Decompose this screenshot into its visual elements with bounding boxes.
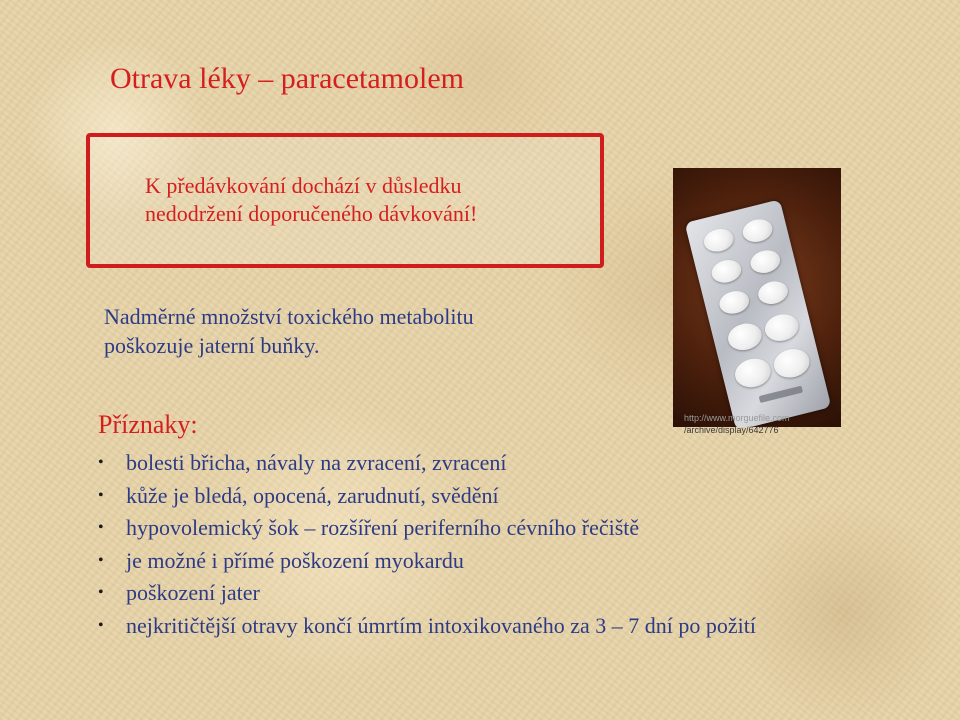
slide-title: Otrava léky – paracetamolem — [110, 62, 464, 95]
warning-callout-text — [145, 172, 585, 228]
symptoms-list — [96, 447, 756, 642]
symptom-item: • poškození jater — [96, 577, 756, 610]
pill — [702, 226, 736, 255]
symptom-item: • hypovolemický šok – rozšíření periferního cévního řečiště — [96, 512, 756, 545]
symptom-item: • nejkritičtější otravy končí úmrtím intoxikovaného za 3 – 7 dní po požití — [96, 610, 756, 643]
symptom-item: • je možné i přímé poškození myokardu — [96, 545, 756, 578]
callout-line-2: nedodržení doporučeného dávkování! — [145, 201, 478, 226]
bullet-icon: • — [98, 551, 104, 569]
bullet-icon: • — [98, 454, 104, 471]
image-credit-line-1: http://www.morguefile.com — [684, 413, 790, 423]
bullet-icon: • — [98, 519, 104, 536]
pill — [771, 345, 813, 381]
bullet-icon: • — [98, 584, 104, 601]
bullet-icon: • — [98, 486, 104, 504]
bullet-icon: • — [98, 616, 104, 634]
pill-blister-photo — [673, 168, 841, 427]
image-credit — [684, 412, 824, 436]
pill — [762, 311, 801, 344]
metabolite-paragraph — [104, 302, 604, 360]
image-credit-line-2: /archive/display/642776 — [684, 425, 779, 435]
pill — [756, 278, 790, 307]
pill — [732, 355, 774, 391]
symptom-item: • bolesti břicha, návaly na zvracení, zvracení — [96, 447, 756, 480]
symptom-item: • kůže je bledá, opocená, zarudnutí, svědění — [96, 480, 756, 513]
pill — [740, 216, 774, 245]
pill — [748, 247, 782, 276]
blister-pack — [685, 199, 832, 427]
pill — [725, 320, 764, 353]
callout-line-1: K předávkování dochází v důsledku — [145, 173, 462, 198]
metabolite-line-1: Nadměrné množství toxického metabolitu — [104, 304, 474, 329]
foil-print — [759, 386, 803, 403]
pill — [709, 257, 743, 286]
symptoms-heading: Příznaky: — [98, 410, 198, 439]
metabolite-line-2: poškozuje jaterní buňky. — [104, 333, 320, 358]
pill — [717, 288, 751, 317]
